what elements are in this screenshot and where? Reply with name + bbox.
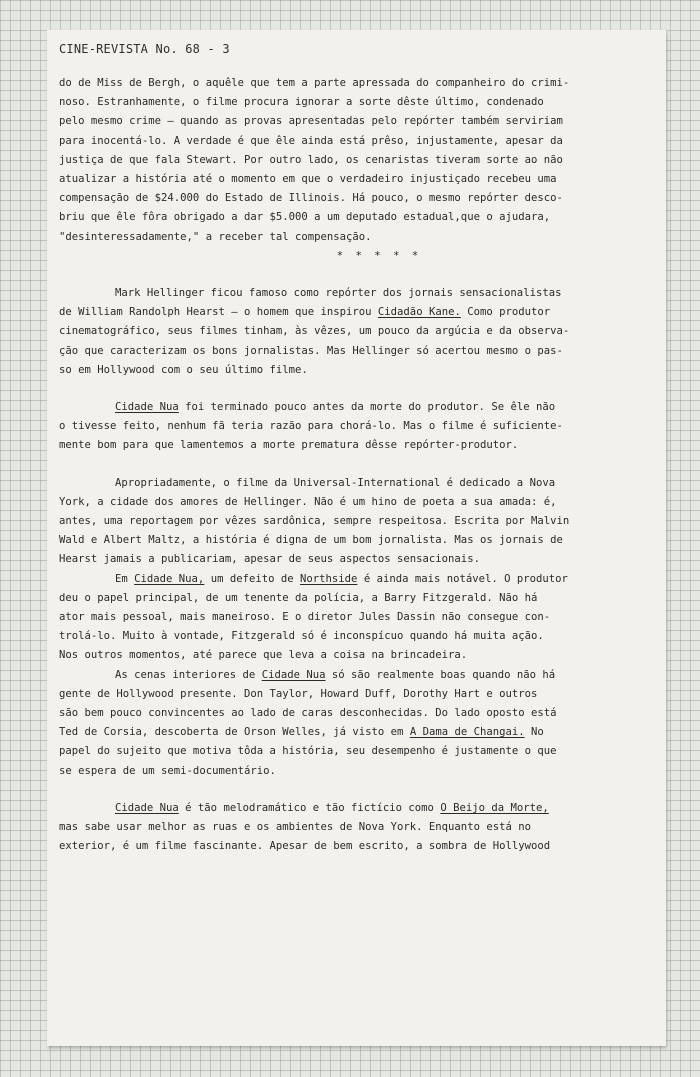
spacer bbox=[59, 380, 659, 398]
spacer bbox=[59, 781, 659, 799]
page-header: CINE-REVISTA No. 68 - 3 bbox=[59, 42, 230, 56]
text-run: de William Randolph Hearst — o homem que inspirou bbox=[59, 306, 372, 319]
film-title: O Beijo da Morte, bbox=[440, 801, 549, 814]
typewritten-page bbox=[47, 30, 666, 1046]
text-line: ator mais pessoal, mais maneiroso. E o diretor Jules Dassin não consegue con- bbox=[59, 611, 551, 624]
text-line bbox=[59, 570, 659, 589]
text-line bbox=[59, 799, 659, 818]
text-run: Ted de Corsia, descoberta de Orson Welles, já visto em bbox=[59, 726, 404, 739]
text-line: são bem pouco convincentes ao lado de caras desconhecidas. Do lado oposto está bbox=[59, 707, 557, 720]
film-title: Cidade Nua bbox=[261, 668, 326, 681]
text-line: noso. Estranhamente, o filme procura ignorar a sorte dêste último, condenado bbox=[59, 96, 544, 109]
text-line bbox=[59, 398, 659, 417]
continuation-paragraph bbox=[59, 74, 659, 247]
paragraph-nova-york bbox=[59, 474, 659, 570]
text-run: No bbox=[531, 726, 544, 739]
text-run: um defeito de bbox=[210, 572, 294, 585]
film-title: Cidadão Kane. bbox=[377, 306, 461, 319]
text-line: cinematográfico, seus filmes tinham, às vêzes, um pouco da argúcia e da observa- bbox=[59, 325, 570, 338]
film-title: Northside bbox=[300, 572, 358, 585]
section-separator: * * * * * bbox=[336, 249, 422, 262]
text-line: so em Hollywood com o seu último filme. bbox=[59, 363, 308, 376]
text-line: Wald e Albert Maltz, a história é digna de um bom jornalista. Mas os jornais de bbox=[59, 534, 563, 547]
text-line: justiça de que fala Stewart. Por outro lado, os cenaristas tiveram sorte ao não bbox=[59, 153, 563, 166]
text-run: foi terminado pouco antes da morte do produtor. Se êle não bbox=[185, 401, 556, 414]
text-run: só são realmente boas quando não há bbox=[331, 668, 556, 681]
film-title: Cidade Nua bbox=[115, 801, 179, 814]
text-run: As cenas interiores de bbox=[115, 668, 256, 681]
text-line: pelo mesmo crime — quando as provas apresentadas pelo repórter também serviriam bbox=[59, 115, 563, 128]
paragraph-cidade-nua bbox=[59, 398, 659, 456]
text-line bbox=[59, 723, 659, 742]
film-title: Cidade Nua bbox=[115, 401, 179, 414]
text-run: Como produtor bbox=[467, 306, 551, 319]
text-run: é ainda mais notável. O produtor bbox=[363, 572, 568, 585]
article-body bbox=[59, 74, 659, 857]
text-line: deu o papel principal, de um tenente da polícia, a Barry Fitzgerald. Não há bbox=[59, 591, 538, 604]
text-line: gente de Hollywood presente. Don Taylor, Howard Duff, Dorothy Hart e outros bbox=[59, 687, 538, 700]
text-line: o tivesse feito, nenhum fã teria razão para chorá-lo. Mas o filme é suficiente- bbox=[59, 420, 563, 433]
paragraph-cenas bbox=[59, 666, 659, 781]
text-line: Nos outros momentos, até parece que leva a coisa na brincadeira. bbox=[59, 649, 468, 662]
paragraph-melodramatico bbox=[59, 799, 659, 857]
film-title: Cidade Nua, bbox=[134, 572, 205, 585]
text-line: Mark Hellinger ficou famoso como repórter dos jornais sensacionalistas bbox=[115, 287, 562, 300]
text-line: se espera de um semi-documentário. bbox=[59, 764, 276, 777]
text-line: antes, uma reportagem por vêzes sardônica, sempre respeitosa. Escrita por Malvin bbox=[59, 515, 570, 528]
text-line: York, a cidade dos amores de Hellinger. Não é um hino de poeta a sua amada: é, bbox=[59, 495, 557, 508]
text-line: mente bom para que lamentemos a morte prematura dêsse repórter-produtor. bbox=[59, 439, 519, 452]
text-line: atualizar a história até o momento em que o verdadeiro injustiçado recebeu uma bbox=[59, 173, 557, 186]
text-run: é tão melodramático e tão fictício como bbox=[185, 801, 434, 814]
text-line: para inocentá-lo. A verdade é que êle ainda está prêso, injustamente, apesar da bbox=[59, 134, 563, 147]
text-line: ção que caracterizam os bons jornalistas. Mas Hellinger só acertou mesmo o pas- bbox=[59, 344, 563, 357]
text-line bbox=[59, 303, 659, 322]
text-line: "desinteressadamente," a receber tal compensação. bbox=[59, 230, 372, 243]
text-line: compensação de $24.000 do Estado de Illinois. Há pouco, o mesmo repórter desco- bbox=[59, 192, 563, 205]
paragraph-hellinger bbox=[59, 284, 659, 380]
text-line: trolá-lo. Muito à vontade, Fitzgerald só é inconspícuo quando há muita ação. bbox=[59, 630, 544, 643]
text-line: Hearst jamais a publicariam, apesar de seus aspectos sensacionais. bbox=[59, 553, 480, 566]
text-line: exterior, é um filme fascinante. Apesar de bem escrito, a sombra de Hollywood bbox=[59, 840, 551, 853]
text-line: do de Miss de Bergh, o aquêle que tem a parte apressada do companheiro do crimi- bbox=[59, 77, 570, 89]
text-line: papel do sujeito que motiva tôda a história, seu desempenho é justamente o que bbox=[59, 745, 557, 758]
spacer bbox=[59, 266, 659, 284]
film-title: A Dama de Changai. bbox=[409, 726, 525, 739]
text-line: mas sabe usar melhor as ruas e os ambientes de Nova York. Enquanto está no bbox=[59, 821, 531, 834]
paragraph-fitzgerald bbox=[59, 570, 659, 666]
text-line bbox=[59, 666, 659, 685]
text-line: Apropriadamente, o filme da Universal-International é dedicado a Nova bbox=[115, 476, 556, 489]
text-line: briu que êle fôra obrigado a dar $5.000 a um deputado estadual,que o ajudara, bbox=[59, 211, 551, 224]
text-run: Em bbox=[115, 572, 128, 585]
spacer bbox=[59, 456, 659, 474]
